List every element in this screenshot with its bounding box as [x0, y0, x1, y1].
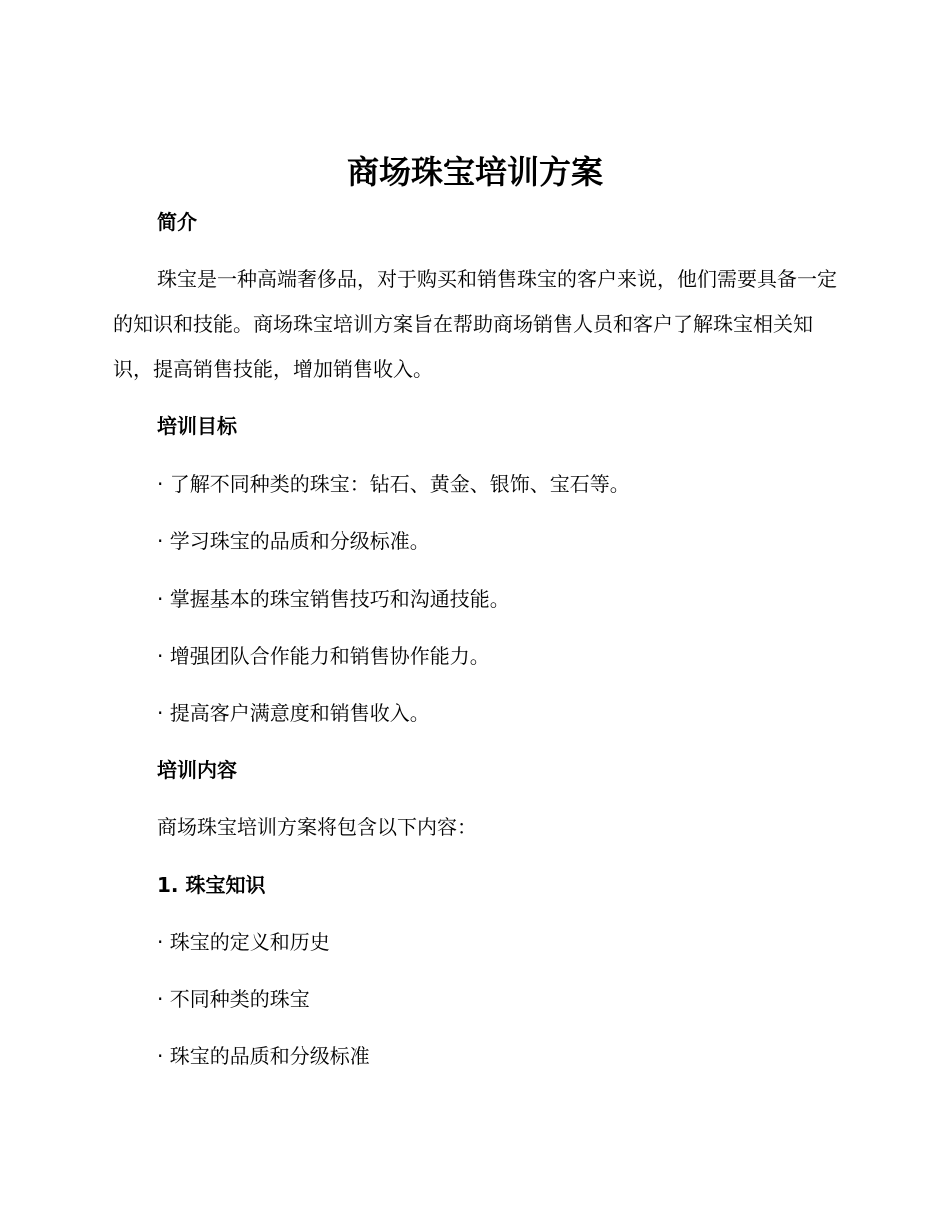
section1-item: · 珠宝的品质和分级标准 [157, 1044, 370, 1068]
section1-item: · 不同种类的珠宝 [157, 987, 310, 1011]
content-heading: 培训内容 [157, 758, 237, 782]
content-intro: 商场珠宝培训方案将包含以下内容： [157, 815, 477, 839]
section1-item: · 珠宝的定义和历史 [157, 930, 330, 954]
intro-heading: 简介 [157, 210, 197, 234]
goal-item: · 掌握基本的珠宝销售技巧和沟通技能。 [157, 587, 510, 611]
section1-heading: 1. 珠宝知识 [157, 873, 266, 897]
goal-item: · 了解不同种类的珠宝：钻石、黄金、银饰、宝石等。 [157, 472, 630, 496]
document-title: 商场珠宝培训方案 [346, 153, 603, 191]
goal-item: · 提高客户满意度和销售收入。 [157, 701, 430, 725]
goal-item: · 学习珠宝的品质和分级标准。 [157, 529, 430, 553]
goals-heading: 培训目标 [157, 414, 237, 438]
goal-item: · 增强团队合作能力和销售协作能力。 [157, 644, 490, 668]
intro-paragraph: 珠宝是一种高端奢侈品，对于购买和销售珠宝的客户来说，他们需要具备一定的知识和技能。商场珠宝培训方案旨在帮助商场销售人员和客户了解珠宝相关知识，提高销售技能，增加销售收入。 [113, 267, 837, 381]
